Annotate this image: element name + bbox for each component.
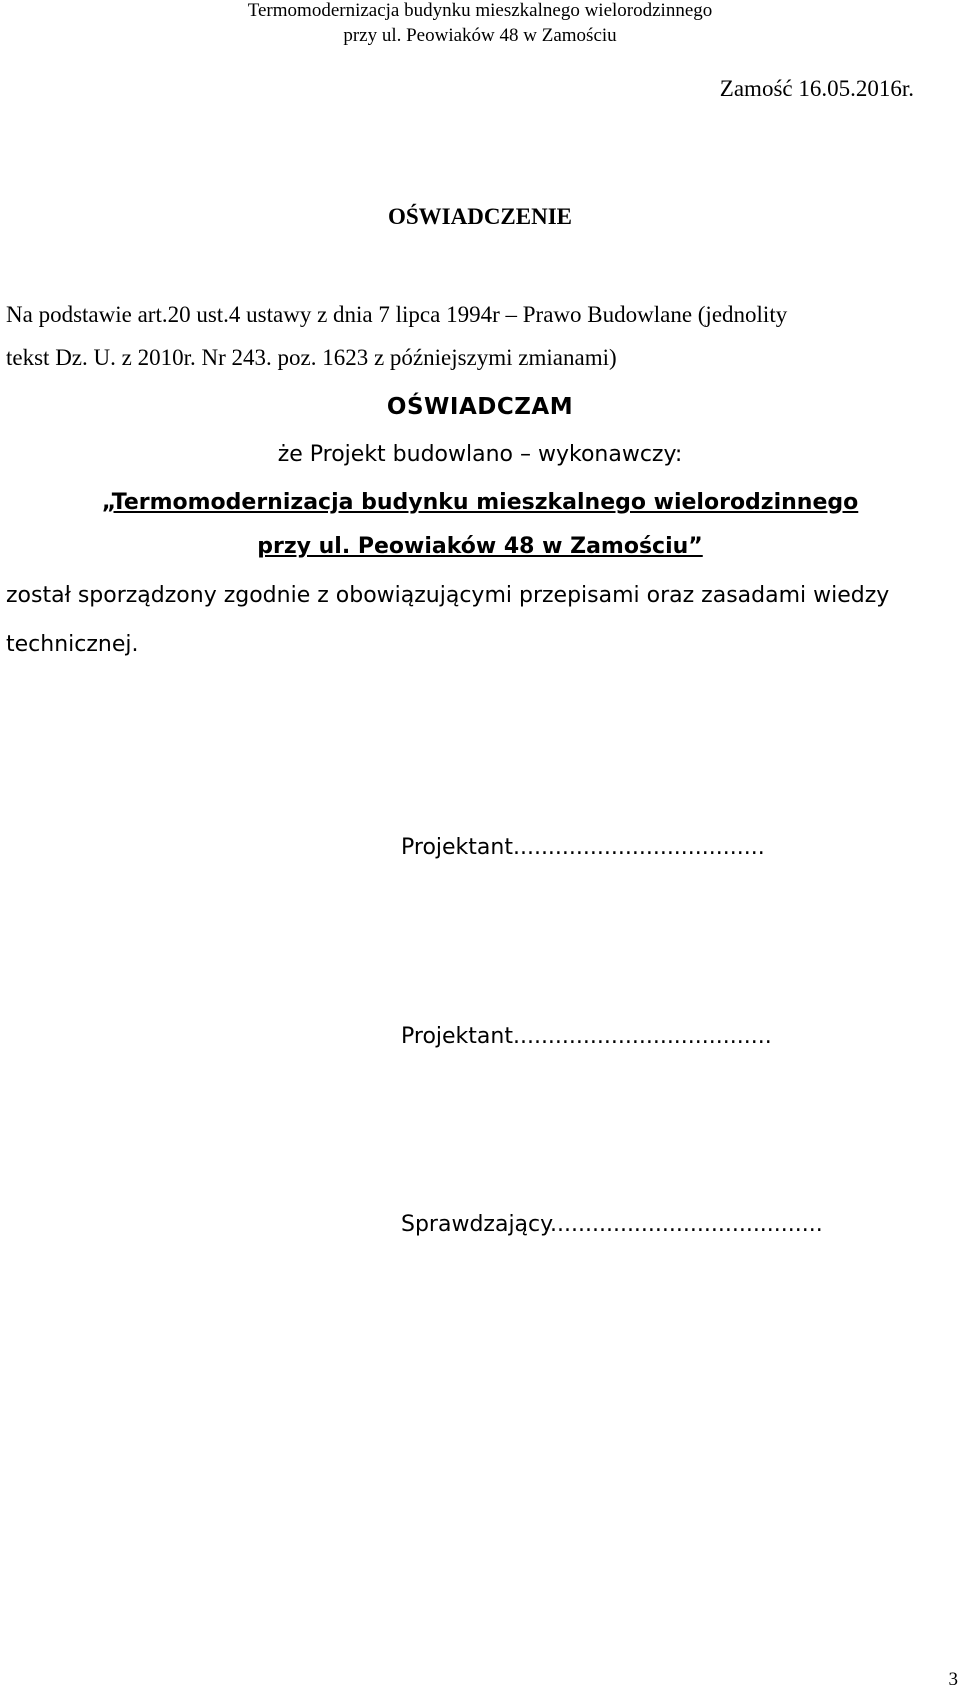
document-title: OŚWIADCZENIE bbox=[387, 204, 573, 229]
legal-basis-line2: tekst Dz. U. z 2010r. Nr 243. poz. 1623 z późniejszymi zmianami) bbox=[6, 345, 617, 370]
signature-reviewer: Sprawdzający....................................... bbox=[401, 1212, 823, 1237]
declaration-heading: OŚWIADCZAM bbox=[386, 394, 574, 420]
document-date: Zamość 16.05.2016r. bbox=[719, 76, 914, 101]
project-address: przy ul. Peowiaków 48 w Zamościu” bbox=[257, 534, 703, 559]
legal-basis-line1: Na podstawie art.20 ust.4 ustawy z dnia 7 lipca 1994r – Prawo Budowlane (jednolity bbox=[6, 302, 788, 327]
project-title: „Termomodernizacja budynku mieszkalnego wielorodzinnego bbox=[101, 490, 859, 515]
page-number: 3 bbox=[948, 1669, 958, 1690]
conclusion-line1: został sporządzony zgodnie z obowiązującymi przepisami oraz zasadami wiedzy bbox=[6, 583, 890, 608]
signature-designer-2: Projektant..................................... bbox=[401, 1024, 772, 1049]
declaration-subject: że Projekt budowlano – wykonawczy: bbox=[277, 442, 683, 467]
document-header-line2: przy ul. Peowiaków 48 w Zamościu bbox=[343, 25, 617, 46]
signature-designer-1: Projektant.................................... bbox=[401, 835, 765, 860]
conclusion-line2: technicznej. bbox=[6, 632, 139, 657]
document-header-line1: Termomodernizacja budynku mieszkalnego wielorodzinnego bbox=[247, 0, 713, 21]
